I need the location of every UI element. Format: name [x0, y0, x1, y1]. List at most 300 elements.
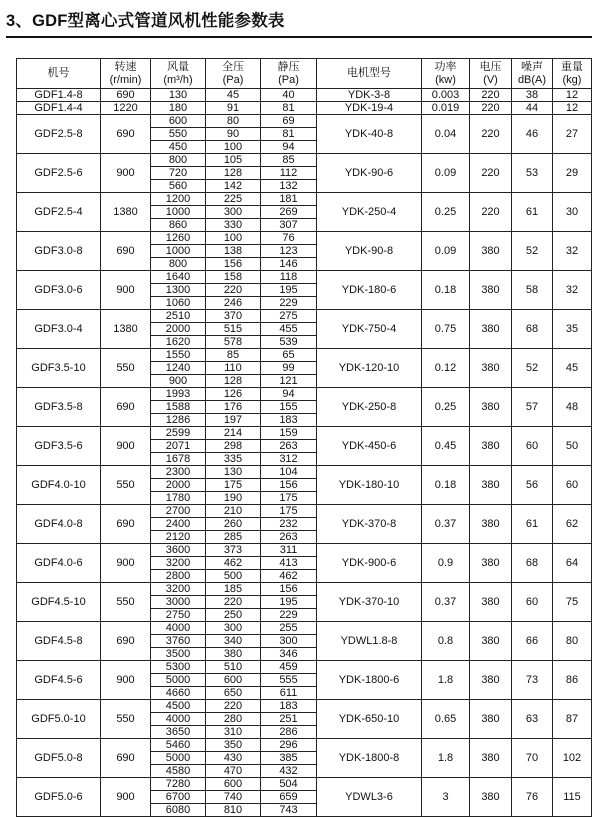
static-pressure-cell: 94	[261, 141, 317, 154]
motor-cell: YDK-250-4	[317, 193, 422, 232]
weight-cell: 60	[553, 466, 592, 505]
performance-table	[16, 58, 592, 817]
flow-cell: 5000	[151, 752, 206, 765]
col-header-speed: 转速 (r/min)	[101, 59, 151, 89]
total-pressure-cell: 185	[206, 583, 261, 596]
static-pressure-cell: 229	[261, 609, 317, 622]
table-row	[17, 700, 592, 713]
table-row	[17, 778, 592, 791]
total-pressure-cell: 105	[206, 154, 261, 167]
flow-cell: 2400	[151, 518, 206, 531]
voltage-cell: 380	[470, 622, 512, 661]
power-cell: 0.8	[422, 622, 470, 661]
flow-cell: 2071	[151, 440, 206, 453]
voltage-cell: 380	[470, 466, 512, 505]
static-pressure-cell: 183	[261, 414, 317, 427]
voltage-cell: 220	[470, 154, 512, 193]
flow-cell: 1550	[151, 349, 206, 362]
noise-cell: 60	[512, 427, 553, 466]
noise-cell: 38	[512, 89, 553, 102]
weight-cell: 48	[553, 388, 592, 427]
motor-cell: YDK-450-6	[317, 427, 422, 466]
model-cell: GDF2.5-8	[17, 115, 101, 154]
speed-cell: 1220	[101, 102, 151, 115]
model-cell: GDF4.5-8	[17, 622, 101, 661]
voltage-cell: 380	[470, 505, 512, 544]
table-row	[17, 427, 592, 440]
power-cell: 3	[422, 778, 470, 817]
static-pressure-cell: 232	[261, 518, 317, 531]
weight-cell: 75	[553, 583, 592, 622]
model-cell: GDF2.5-6	[17, 154, 101, 193]
total-pressure-cell: 100	[206, 232, 261, 245]
col-header-voltage: 电压 (V)	[470, 59, 512, 89]
performance-table-container	[16, 58, 591, 817]
model-cell: GDF1.4-8	[17, 89, 101, 102]
speed-cell: 690	[101, 739, 151, 778]
flow-cell: 1620	[151, 336, 206, 349]
motor-cell: YDK-90-8	[317, 232, 422, 271]
static-pressure-cell: 413	[261, 557, 317, 570]
table-row	[17, 661, 592, 674]
motor-cell: YDK-1800-8	[317, 739, 422, 778]
model-cell: GDF5.0-6	[17, 778, 101, 817]
title-divider	[6, 36, 592, 38]
voltage-cell: 380	[470, 544, 512, 583]
static-pressure-cell: 155	[261, 401, 317, 414]
motor-cell: YDK-19-4	[317, 102, 422, 115]
motor-cell: YDWL3-6	[317, 778, 422, 817]
static-pressure-cell: 132	[261, 180, 317, 193]
total-pressure-cell: 175	[206, 479, 261, 492]
model-cell: GDF4.5-10	[17, 583, 101, 622]
weight-cell: 29	[553, 154, 592, 193]
total-pressure-cell: 500	[206, 570, 261, 583]
total-pressure-cell: 430	[206, 752, 261, 765]
weight-cell: 32	[553, 271, 592, 310]
total-pressure-cell: 220	[206, 596, 261, 609]
speed-cell: 690	[101, 115, 151, 154]
total-pressure-cell: 740	[206, 791, 261, 804]
static-pressure-cell: 296	[261, 739, 317, 752]
power-cell: 0.37	[422, 583, 470, 622]
table-row	[17, 544, 592, 557]
model-cell: GDF4.0-6	[17, 544, 101, 583]
speed-cell: 690	[101, 89, 151, 102]
flow-cell: 2800	[151, 570, 206, 583]
col-header-model: 机号	[17, 59, 101, 89]
static-pressure-cell: 462	[261, 570, 317, 583]
flow-cell: 2750	[151, 609, 206, 622]
speed-cell: 900	[101, 271, 151, 310]
weight-cell: 87	[553, 700, 592, 739]
motor-cell: YDK-750-4	[317, 310, 422, 349]
static-pressure-cell: 175	[261, 492, 317, 505]
flow-cell: 2700	[151, 505, 206, 518]
static-pressure-cell: 81	[261, 102, 317, 115]
voltage-cell: 220	[470, 193, 512, 232]
static-pressure-cell: 65	[261, 349, 317, 362]
power-cell: 0.37	[422, 505, 470, 544]
noise-cell: 52	[512, 232, 553, 271]
noise-cell: 53	[512, 154, 553, 193]
static-pressure-cell: 85	[261, 154, 317, 167]
power-cell: 0.04	[422, 115, 470, 154]
model-cell: GDF4.0-10	[17, 466, 101, 505]
total-pressure-cell: 370	[206, 310, 261, 323]
table-row	[17, 388, 592, 401]
speed-cell: 900	[101, 154, 151, 193]
power-cell: 0.65	[422, 700, 470, 739]
flow-cell: 4000	[151, 622, 206, 635]
noise-cell: 61	[512, 193, 553, 232]
power-cell: 0.45	[422, 427, 470, 466]
flow-cell: 1300	[151, 284, 206, 297]
total-pressure-cell: 80	[206, 115, 261, 128]
table-row	[17, 102, 592, 115]
flow-cell: 6080	[151, 804, 206, 817]
flow-cell: 1240	[151, 362, 206, 375]
flow-cell: 3650	[151, 726, 206, 739]
motor-cell: YDK-250-8	[317, 388, 422, 427]
static-pressure-cell: 159	[261, 427, 317, 440]
speed-cell: 550	[101, 583, 151, 622]
static-pressure-cell: 121	[261, 375, 317, 388]
total-pressure-cell: 220	[206, 700, 261, 713]
model-cell: GDF3.5-8	[17, 388, 101, 427]
flow-cell: 1640	[151, 271, 206, 284]
total-pressure-cell: 250	[206, 609, 261, 622]
noise-cell: 68	[512, 310, 553, 349]
total-pressure-cell: 158	[206, 271, 261, 284]
motor-cell: YDK-90-6	[317, 154, 422, 193]
model-cell: GDF4.0-8	[17, 505, 101, 544]
voltage-cell: 380	[470, 232, 512, 271]
total-pressure-cell: 197	[206, 414, 261, 427]
static-pressure-cell: 286	[261, 726, 317, 739]
power-cell: 0.25	[422, 193, 470, 232]
flow-cell: 2000	[151, 479, 206, 492]
noise-cell: 44	[512, 102, 553, 115]
total-pressure-cell: 310	[206, 726, 261, 739]
flow-cell: 720	[151, 167, 206, 180]
static-pressure-cell: 743	[261, 804, 317, 817]
motor-cell: YDK-3-8	[317, 89, 422, 102]
speed-cell: 690	[101, 505, 151, 544]
flow-cell: 3760	[151, 635, 206, 648]
total-pressure-cell: 225	[206, 193, 261, 206]
model-cell: GDF3.5-10	[17, 349, 101, 388]
model-cell: GDF3.0-8	[17, 232, 101, 271]
total-pressure-cell: 90	[206, 128, 261, 141]
flow-cell: 550	[151, 128, 206, 141]
flow-cell: 3500	[151, 648, 206, 661]
speed-cell: 1380	[101, 193, 151, 232]
motor-cell: YDK-180-10	[317, 466, 422, 505]
table-row	[17, 115, 592, 128]
voltage-cell: 380	[470, 310, 512, 349]
weight-cell: 50	[553, 427, 592, 466]
speed-cell: 900	[101, 544, 151, 583]
power-cell: 1.8	[422, 661, 470, 700]
weight-cell: 12	[553, 102, 592, 115]
voltage-cell: 380	[470, 583, 512, 622]
model-cell: GDF3.0-6	[17, 271, 101, 310]
model-cell: GDF3.0-4	[17, 310, 101, 349]
static-pressure-cell: 181	[261, 193, 317, 206]
noise-cell: 60	[512, 583, 553, 622]
flow-cell: 1780	[151, 492, 206, 505]
model-cell: GDF1.4-4	[17, 102, 101, 115]
total-pressure-cell: 190	[206, 492, 261, 505]
weight-cell: 115	[553, 778, 592, 817]
total-pressure-cell: 380	[206, 648, 261, 661]
flow-cell: 180	[151, 102, 206, 115]
weight-cell: 45	[553, 349, 592, 388]
col-header-motor: 电机型号	[317, 59, 422, 89]
flow-cell: 3200	[151, 583, 206, 596]
table-row	[17, 271, 592, 284]
flow-cell: 2510	[151, 310, 206, 323]
flow-cell: 800	[151, 154, 206, 167]
motor-cell: YDK-650-10	[317, 700, 422, 739]
total-pressure-cell: 330	[206, 219, 261, 232]
flow-cell: 1993	[151, 388, 206, 401]
flow-cell: 450	[151, 141, 206, 154]
total-pressure-cell: 470	[206, 765, 261, 778]
weight-cell: 64	[553, 544, 592, 583]
speed-cell: 550	[101, 700, 151, 739]
static-pressure-cell: 611	[261, 687, 317, 700]
speed-cell: 900	[101, 661, 151, 700]
speed-cell: 550	[101, 466, 151, 505]
flow-cell: 1000	[151, 206, 206, 219]
total-pressure-cell: 810	[206, 804, 261, 817]
total-pressure-cell: 510	[206, 661, 261, 674]
speed-cell: 690	[101, 388, 151, 427]
noise-cell: 73	[512, 661, 553, 700]
col-header-power: 功率 (kw)	[422, 59, 470, 89]
table-row	[17, 466, 592, 479]
noise-cell: 58	[512, 271, 553, 310]
static-pressure-cell: 183	[261, 700, 317, 713]
col-header-noise: 噪声 dB(A)	[512, 59, 553, 89]
total-pressure-cell: 280	[206, 713, 261, 726]
table-row	[17, 89, 592, 102]
total-pressure-cell: 210	[206, 505, 261, 518]
power-cell: 0.09	[422, 154, 470, 193]
total-pressure-cell: 298	[206, 440, 261, 453]
total-pressure-cell: 600	[206, 674, 261, 687]
total-pressure-cell: 650	[206, 687, 261, 700]
power-cell: 0.09	[422, 232, 470, 271]
static-pressure-cell: 69	[261, 115, 317, 128]
total-pressure-cell: 156	[206, 258, 261, 271]
voltage-cell: 220	[470, 102, 512, 115]
flow-cell: 3600	[151, 544, 206, 557]
flow-cell: 5460	[151, 739, 206, 752]
power-cell: 0.9	[422, 544, 470, 583]
speed-cell: 690	[101, 622, 151, 661]
weight-cell: 35	[553, 310, 592, 349]
power-cell: 0.12	[422, 349, 470, 388]
speed-cell: 690	[101, 232, 151, 271]
speed-cell: 900	[101, 427, 151, 466]
table-row	[17, 154, 592, 167]
noise-cell: 61	[512, 505, 553, 544]
static-pressure-cell: 112	[261, 167, 317, 180]
motor-cell: YDK-900-6	[317, 544, 422, 583]
flow-cell: 5000	[151, 674, 206, 687]
model-cell: GDF2.5-4	[17, 193, 101, 232]
total-pressure-cell: 260	[206, 518, 261, 531]
motor-cell: YDK-180-6	[317, 271, 422, 310]
table-row	[17, 193, 592, 206]
voltage-cell: 220	[470, 89, 512, 102]
static-pressure-cell: 156	[261, 583, 317, 596]
static-pressure-cell: 504	[261, 778, 317, 791]
col-header-static-pressure: 静压 (Pa)	[261, 59, 317, 89]
total-pressure-cell: 126	[206, 388, 261, 401]
table-row	[17, 622, 592, 635]
total-pressure-cell: 285	[206, 531, 261, 544]
static-pressure-cell: 346	[261, 648, 317, 661]
flow-cell: 4000	[151, 713, 206, 726]
flow-cell: 1286	[151, 414, 206, 427]
speed-cell: 550	[101, 349, 151, 388]
static-pressure-cell: 311	[261, 544, 317, 557]
weight-cell: 86	[553, 661, 592, 700]
voltage-cell: 380	[470, 739, 512, 778]
flow-cell: 3200	[151, 557, 206, 570]
total-pressure-cell: 176	[206, 401, 261, 414]
weight-cell: 102	[553, 739, 592, 778]
noise-cell: 52	[512, 349, 553, 388]
power-cell: 0.003	[422, 89, 470, 102]
flow-cell: 1200	[151, 193, 206, 206]
noise-cell: 70	[512, 739, 553, 778]
static-pressure-cell: 659	[261, 791, 317, 804]
total-pressure-cell: 100	[206, 141, 261, 154]
total-pressure-cell: 128	[206, 375, 261, 388]
flow-cell: 2120	[151, 531, 206, 544]
static-pressure-cell: 255	[261, 622, 317, 635]
total-pressure-cell: 85	[206, 349, 261, 362]
total-pressure-cell: 300	[206, 206, 261, 219]
static-pressure-cell: 175	[261, 505, 317, 518]
static-pressure-cell: 123	[261, 245, 317, 258]
flow-cell: 1678	[151, 453, 206, 466]
static-pressure-cell: 539	[261, 336, 317, 349]
speed-cell: 1380	[101, 310, 151, 349]
col-header-flow: 风量 (m³/h)	[151, 59, 206, 89]
static-pressure-cell: 555	[261, 674, 317, 687]
noise-cell: 63	[512, 700, 553, 739]
static-pressure-cell: 118	[261, 271, 317, 284]
total-pressure-cell: 45	[206, 89, 261, 102]
total-pressure-cell: 600	[206, 778, 261, 791]
total-pressure-cell: 462	[206, 557, 261, 570]
voltage-cell: 380	[470, 778, 512, 817]
page-title: 3、GDF型离心式管道风机性能参数表	[6, 12, 285, 30]
table-row	[17, 310, 592, 323]
flow-cell: 4580	[151, 765, 206, 778]
static-pressure-cell: 300	[261, 635, 317, 648]
weight-cell: 27	[553, 115, 592, 154]
flow-cell: 1588	[151, 401, 206, 414]
voltage-cell: 380	[470, 661, 512, 700]
total-pressure-cell: 350	[206, 739, 261, 752]
model-cell: GDF4.5-6	[17, 661, 101, 700]
flow-cell: 3000	[151, 596, 206, 609]
voltage-cell: 380	[470, 427, 512, 466]
static-pressure-cell: 229	[261, 297, 317, 310]
noise-cell: 68	[512, 544, 553, 583]
total-pressure-cell: 373	[206, 544, 261, 557]
weight-cell: 62	[553, 505, 592, 544]
power-cell: 1.8	[422, 739, 470, 778]
noise-cell: 57	[512, 388, 553, 427]
motor-cell: YDWL1.8-8	[317, 622, 422, 661]
static-pressure-cell: 104	[261, 466, 317, 479]
weight-cell: 32	[553, 232, 592, 271]
static-pressure-cell: 195	[261, 284, 317, 297]
motor-cell: YDK-40-8	[317, 115, 422, 154]
static-pressure-cell: 263	[261, 531, 317, 544]
motor-cell: YDK-1800-6	[317, 661, 422, 700]
flow-cell: 6700	[151, 791, 206, 804]
power-cell: 0.019	[422, 102, 470, 115]
flow-cell: 5300	[151, 661, 206, 674]
table-row	[17, 583, 592, 596]
col-header-weight: 重量 (kg)	[553, 59, 592, 89]
total-pressure-cell: 246	[206, 297, 261, 310]
motor-cell: YDK-370-10	[317, 583, 422, 622]
static-pressure-cell: 459	[261, 661, 317, 674]
static-pressure-cell: 385	[261, 752, 317, 765]
table-row	[17, 739, 592, 752]
weight-cell: 30	[553, 193, 592, 232]
total-pressure-cell: 220	[206, 284, 261, 297]
static-pressure-cell: 275	[261, 310, 317, 323]
voltage-cell: 380	[470, 271, 512, 310]
model-cell: GDF5.0-10	[17, 700, 101, 739]
static-pressure-cell: 195	[261, 596, 317, 609]
static-pressure-cell: 146	[261, 258, 317, 271]
flow-cell: 560	[151, 180, 206, 193]
model-cell: GDF5.0-8	[17, 739, 101, 778]
flow-cell: 1000	[151, 245, 206, 258]
static-pressure-cell: 40	[261, 89, 317, 102]
voltage-cell: 220	[470, 115, 512, 154]
flow-cell: 7280	[151, 778, 206, 791]
static-pressure-cell: 312	[261, 453, 317, 466]
static-pressure-cell: 269	[261, 206, 317, 219]
noise-cell: 66	[512, 622, 553, 661]
noise-cell: 76	[512, 778, 553, 817]
total-pressure-cell: 130	[206, 466, 261, 479]
voltage-cell: 380	[470, 700, 512, 739]
motor-cell: YDK-120-10	[317, 349, 422, 388]
noise-cell: 46	[512, 115, 553, 154]
col-header-total-pressure: 全压 (Pa)	[206, 59, 261, 89]
static-pressure-cell: 432	[261, 765, 317, 778]
total-pressure-cell: 110	[206, 362, 261, 375]
flow-cell: 4500	[151, 700, 206, 713]
flow-cell: 800	[151, 258, 206, 271]
static-pressure-cell: 94	[261, 388, 317, 401]
power-cell: 0.18	[422, 271, 470, 310]
